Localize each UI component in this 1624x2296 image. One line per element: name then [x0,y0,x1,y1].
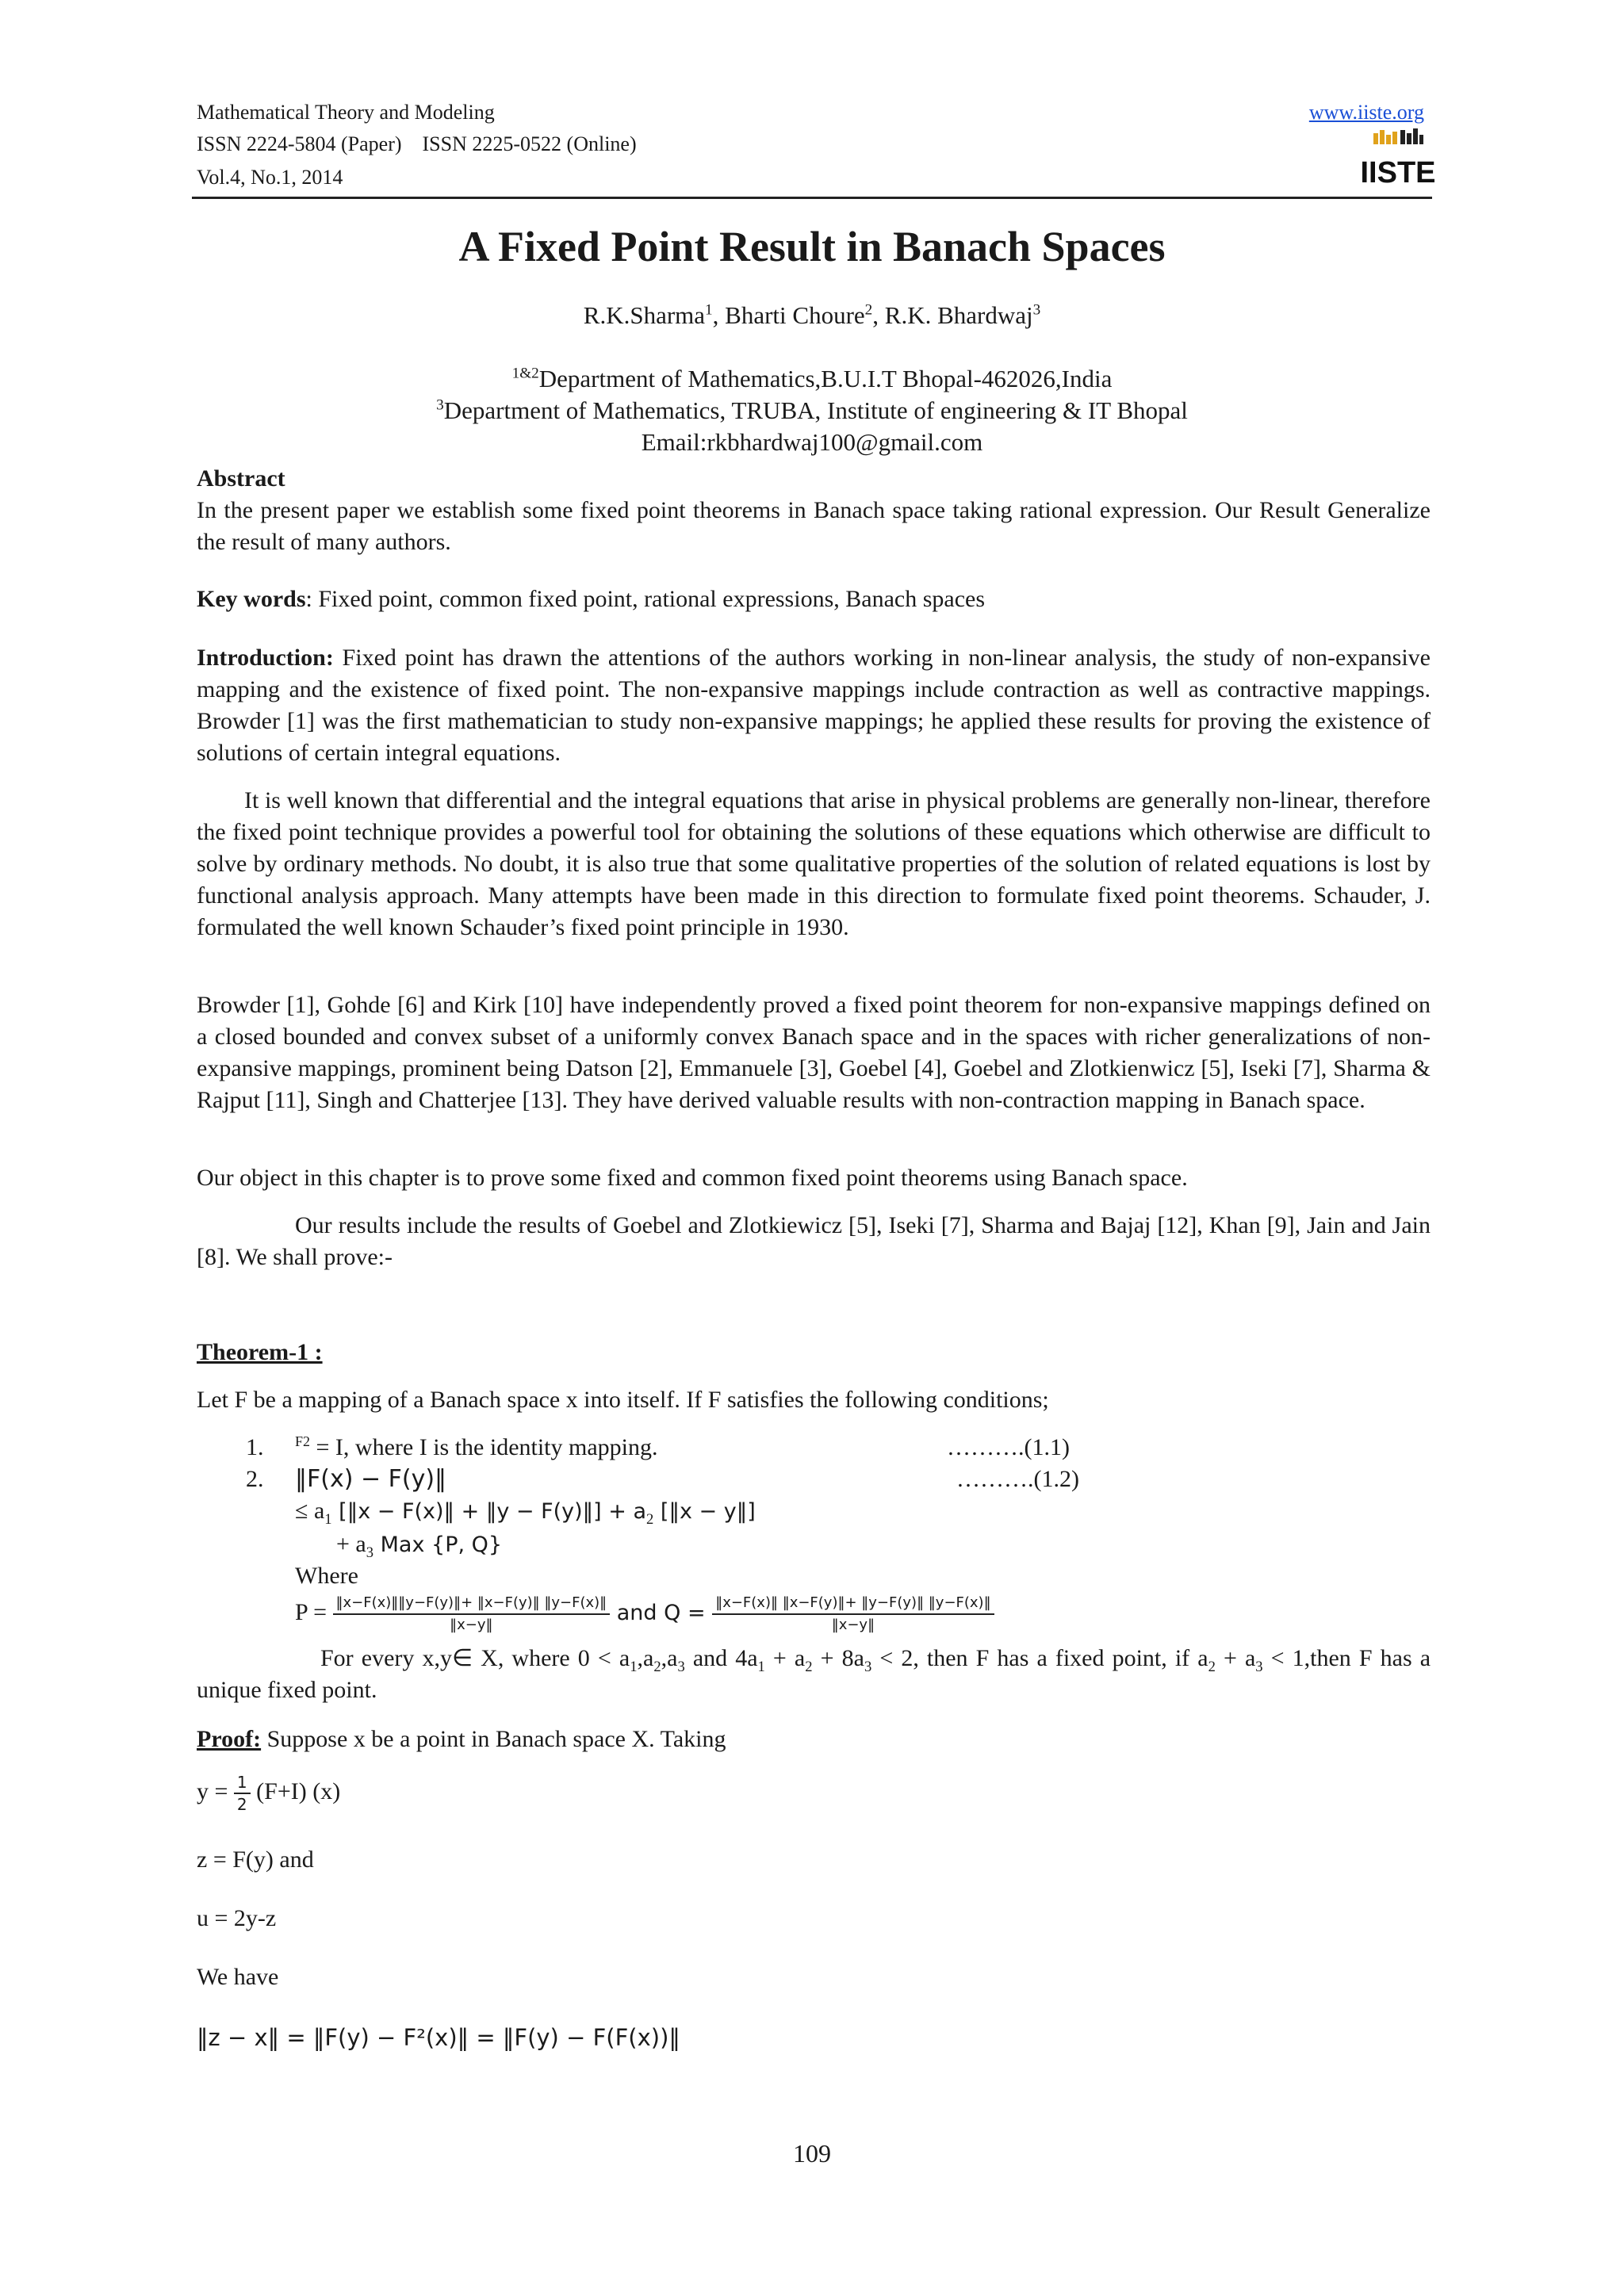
issn-line: ISSN 2224-5804 (Paper) ISSN 2225-0522 (Online) [197,132,637,155]
condition-2-lhs: ‖F(x) − F(y)‖ [295,1465,447,1493]
affiliation-1: Department of Mathematics,B.U.I.T Bhopal-462026,India [538,365,1113,392]
inequality-line-1: ≤ $a_1$ [‖x − F(x)‖ + ‖y − F(y)‖] + $a_2$ [‖x − y‖] [295,1498,756,1528]
website-link[interactable]: www.iiste.org [1308,101,1424,124]
z-definition: z = F(y) and [197,1846,314,1873]
condition-2-number: 2. [246,1466,264,1492]
q-fraction: $\frac{‖x-F(x)‖ ‖x-F(y)‖+ ‖y-F(y)‖ ‖y-F(x)‖}{‖x-y‖}$ [712,1594,994,1634]
p-q-definitions: P = $\frac{‖x-F(x)‖‖y-F(y)‖+ ‖x-F(y)‖ ‖y-F(x)‖}{‖x-y‖}$ and Q = $\frac{‖x-F(x)‖ ‖x-F(y)‖+ ‖y-F(y)‖ ‖y-F(x)‖}{‖x-y‖}$ [295,1589,994,1637]
volume-line: Vol.4, No.1, 2014 [197,166,343,189]
abstract-section [197,463,1431,558]
condition-1-number: 1. [246,1434,264,1460]
intro-paragraph-4: Our object in this chapter is to prove some fixed and common fixed point theorems using Banach space. [197,1165,1188,1191]
author-1: R.K.Sharma [583,301,706,329]
affiliations: $^{1\&2}$Department of Mathematics,B.U.I.T Bhopal-462026,India $^3$Department of Mathematics, TRUBA, Institute of engineering & IT Bhopal Email:rkbhardwaj100@gmail.com [0,363,1624,458]
theorem-heading: Theorem-1 : [197,1339,323,1365]
introduction-label: Introduction: [197,645,334,671]
author-email: Email:rkbhardwaj100@gmail.com [641,428,983,456]
equation-ref-1-1: ……….(1.1) [947,1434,1070,1460]
equation-ref-1-2: ……….(1.2) [956,1466,1079,1492]
author-2: , Bharti Choure [712,301,865,329]
theorem-statement: Let F be a mapping of a Banach space x into itself. If F satisfies the following conditions; [197,1387,1049,1413]
norm-equation: ‖z − x‖ = ‖F(y) − F²(x)‖ = ‖F(y) − F(F(x))‖ [197,2024,680,2051]
author-3: , R.K. Bhardwaj [872,301,1033,329]
theorem-conditions: For every x,y∈ X, where $0 < a_1,a_2,a_3$ and $4a_1 + a_2 + 8a_3 < 2$, then F has a fixed point, if $a_2 + a_3$ < 1,then F has a unique fixed point. [197,1645,1431,1703]
header-rule [192,197,1432,199]
intro-paragraph-2: It is well known that differential and the integral equations that arise in physical problems are generally non-linear, therefore the fixed point technique provides a powerful tool for obtaining the solutions of these equations which otherwise are difficult to solve by ordinary methods. No doubt, it is also true that some qualitative properties of the solution of related equations is lost by functional analysis approach. Many attempts have been made in this direction to formulate fixed point theorems. Schauder, J. formulated the well known Schauder’s fixed point principle in 1930. [197,787,1431,940]
paper-title: A Fixed Point Result in Banach Spaces [458,223,1166,270]
inequality-line-2: + $a_3$ Max {P, Q} [336,1531,503,1561]
abstract-heading: Abstract [197,465,285,492]
keywords-label: Key words [197,586,306,612]
proof-label: Proof: [197,1726,262,1752]
page-number: 109 [793,2139,831,2168]
where-label: Where [295,1563,358,1589]
author-list: R.K.Sharma$^1$, Bharti Choure$^2$, R.K. Bhardwaj$^3$ [583,301,1041,329]
we-have-text: We have [197,1964,279,1990]
keywords-text: : Fixed point, common fixed point, rational expressions, Banach spaces [305,586,985,612]
iiste-logo [1360,128,1436,189]
proof-intro: Proof: Suppose x be a point in Banach space X. Taking [197,1726,726,1752]
intro-paragraph-5: Our results include the results of Goebel and Zlotkiewicz [5], Iseki [7], Sharma and Bajaj [12], Khan [9], Jain and Jain [8]. We shall prove:- [197,1212,1431,1270]
u-definition: u = 2y-z [197,1905,277,1931]
affiliation-2: Department of Mathematics, TRUBA, Institute of engineering & IT Bhopal [443,396,1188,424]
p-fraction: $\frac{‖x-F(x)‖‖y-F(y)‖+ ‖x-F(y)‖ ‖y-F(x)‖}{‖x-y‖}$ [333,1594,611,1634]
keywords [197,584,1431,615]
y-definition: y = $\frac{1}{2}$ (F+I) (x) [197,1773,341,1815]
svg-text:IISTE: IISTE [1360,156,1436,189]
condition-1: $^{F2}$ = I, where I is the identity mapping. [295,1433,658,1460]
intro-paragraph-3: Browder [1], Gohde [6] and Kirk [10] have independently proved a fixed point theorem for non-expansive mappings defined on a closed bounded and convex subset of a uniformly convex Banach space and in the spaces with richer generalizations of non-expansive mappings, prominent being Datson [2], Emmanuele [3], Goebel [4], Goebel and Zlotkienwicz [5], Iseki [7], Sharma & Rajput [11], Singh and Chatterjee [13]. They have derived valuable results with non-contraction mapping in Banach space. [197,992,1431,1113]
journal-name: Mathematical Theory and Modeling [197,101,495,124]
intro-paragraph-1: Introduction: Fixed point has drawn the attentions of the authors working in non-linear analysis, the study of non-expansive mapping and the existence of fixed point. The non-expansive mappings include contraction as well as contractive mappings. Browder [1] was the first mathematician to study non-expansive mappings; he applied these results for proving the existence of solutions of certain integral equations. [197,645,1431,766]
abstract-text: In the present paper we establish some fixed point theorems in Banach space taking rational expression. Our Result Generalize the result of many authors. [197,497,1431,555]
